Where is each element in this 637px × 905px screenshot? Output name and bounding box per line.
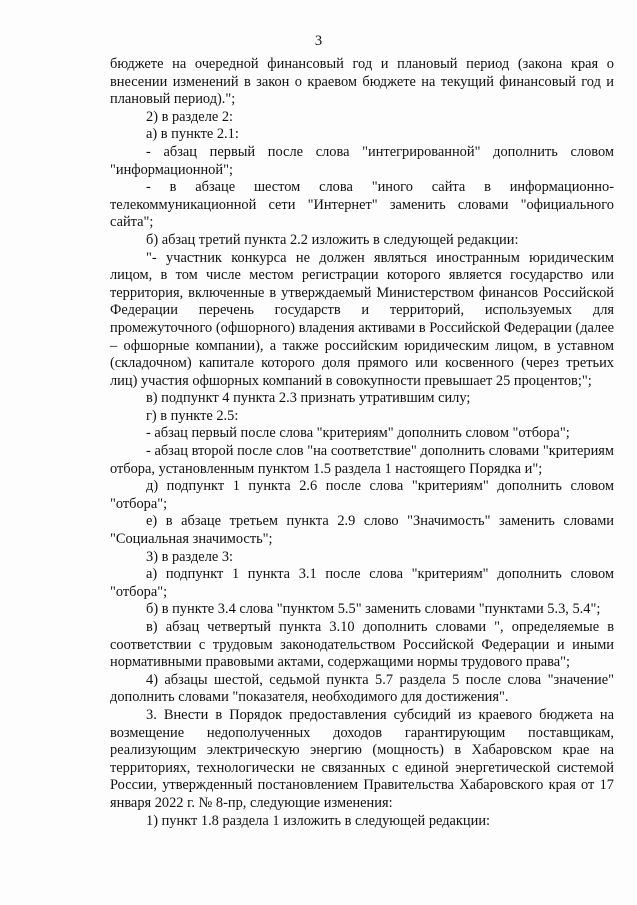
paragraph-item-v-3-10: в) абзац четвертый пункта 3.10 дополнить словами ", определяемые в соответствии с трудовым законодательством Российской Федерации и иными нормативными правовыми актами, содержащими нормы трудового права"; (110, 619, 614, 671)
paragraph-subitem-integrated: - абзац первый после слова "интегрированной" дополнить словом "информационной"; (110, 143, 614, 178)
paragraph-item-a-2-1: а) в пункте 2.1: (146, 126, 239, 143)
page-number: 3 (314, 33, 323, 49)
paragraph-item-b-3-4: б) в пункте 3.4 слова "пунктом 5.5" заменить словами "пунктами 5.3, 5.4"; (146, 601, 601, 618)
paragraph-item-g-2-5: г) в пункте 2.5: (146, 407, 239, 424)
paragraph-item-a-3-1: а) подпункт 1 пункта 3.1 после слова "критериям" дополнить словом "отбора"; (110, 566, 614, 600)
paragraph-section-2: 2) в разделе 2: (146, 108, 234, 125)
paragraph-point-3-procedure: 3. Внести в Порядок предоставления субсидий из краевого бюджета на возмещение недополученных доходов гарантирующим поставщикам, реализующим электрическую энергию (мощность) в Хабаровском крае на территориях, технологически не связанных с единой энергетической системой России, утвержденный постановлением Правительства Хабаровского края от 17 января 2022 г. № 8-пр, следующие изменения: (110, 706, 614, 811)
paragraph-continuation: бюджете на очередной финансовый год и плановый период (закона края о внесении изменений в закон о краевом бюджете на текущий финансовый год и плановый период)."; (110, 56, 614, 108)
paragraph-item-1-8: 1) пункт 1.8 раздела 1 изложить в следующей редакции: (146, 812, 491, 829)
paragraph-subitem-website: - в абзаце шестом слова "иного сайта в информационно-телекоммуникационной сети "Интернет" заменить словами "официального сайта"; (110, 179, 614, 231)
paragraph-subitem-criteria-1: - абзац первый после слова "критериям" дополнить словом "отбора"; (146, 425, 570, 442)
paragraph-subitem-criteria-2: - абзац второй после слов "на соответствие" дополнить словами "критериям отбора, установленным пунктом 1.5 раздела 1 настоящего Порядка и"; (110, 443, 614, 477)
paragraph-item-b-2-2: б) абзац третий пункта 2.2 изложить в следующей редакции: (146, 231, 519, 248)
paragraph-item-v-2-3: в) подпункт 4 пункта 2.3 признать утратившим силу; (146, 390, 471, 407)
paragraph-quoted-offshore: "- участник конкурса не должен являться иностранным юридическим лицом, в том числе местом регистрации которого является государство или территория, включенные в утверждаемый Министерством финансов Российской Федерации перечень государств и территорий, используемых для промежуточного (офшорного) владения активами в Российской Федерации (далее – офшорные компании), а также российским юридическим лицом, в уставном (складочном) капитале которого доля прямого или косвенного (через третьих лиц) участия офшорных компаний в совокупности превышает 25 процентов;"; (110, 249, 614, 389)
paragraph-item-d-2-6: д) подпункт 1 пункта 2.6 после слова "критериям" дополнить словом "отбора"; (110, 478, 614, 512)
paragraph-section-5-7: 4) абзацы шестой, седьмой пункта 5.7 раздела 5 после слова "значение" дополнить словами "показателя, необходимого для достижения". (110, 671, 614, 706)
paragraph-section-3: 3) в разделе 3: (146, 548, 234, 565)
document-body (110, 56, 614, 830)
paragraph-item-e-2-9: е) в абзаце третьем пункта 2.9 слово "Значимость" заменить словами "Социальная значимость"; (110, 513, 614, 548)
